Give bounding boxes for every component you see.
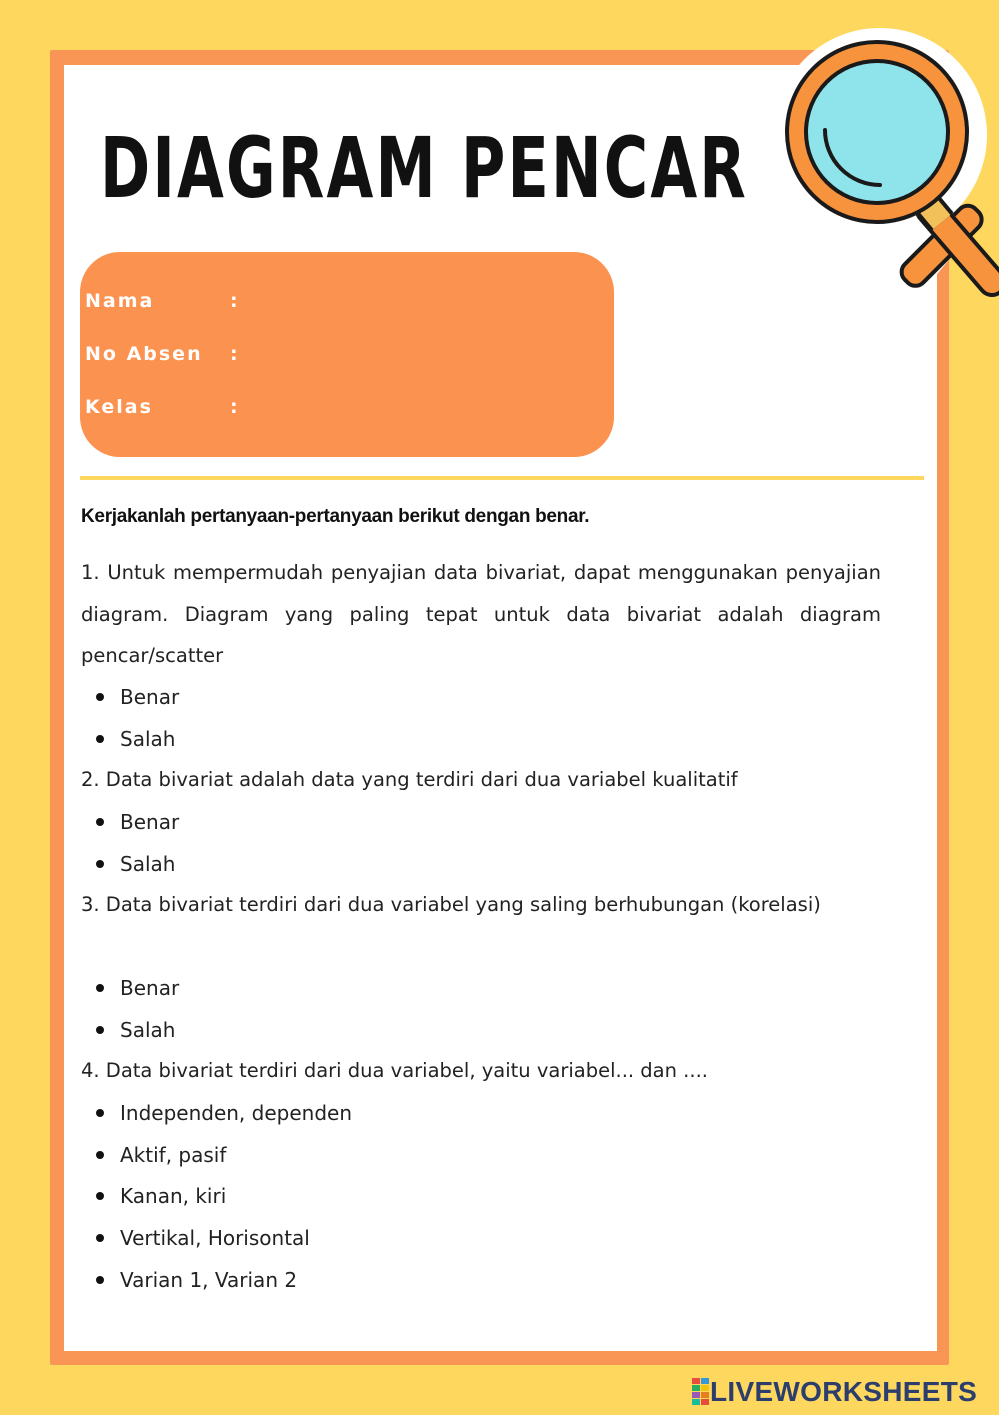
- instruction-text: Kerjakanlah pertanyaan-pertanyaan berikut dengan benar.: [81, 506, 590, 527]
- liveworksheets-brand: LIVEWORKSHEETS: [710, 1376, 978, 1407]
- q1-option-benar[interactable]: Benar: [96, 681, 179, 713]
- q4-option-1[interactable]: Independen, dependen: [96, 1097, 352, 1129]
- q4-option-3[interactable]: Kanan, kiri: [96, 1180, 226, 1212]
- q1-option-salah[interactable]: Salah: [96, 723, 175, 755]
- page-title: DIAGRAM PENCAR: [100, 119, 749, 217]
- bullet-icon: [96, 1026, 104, 1034]
- absen-row: No Absen :: [85, 339, 240, 369]
- bullet-icon: [96, 1276, 104, 1284]
- name-row: Nama :: [85, 286, 240, 316]
- q3-option-salah[interactable]: Salah: [96, 1014, 175, 1046]
- question-3: 3. Data bivariat terdiri dari dua variabel yang saling berhubungan (korelasi): [81, 893, 821, 916]
- q4-option-5[interactable]: Varian 1, Varian 2: [96, 1264, 297, 1296]
- q4-option-4[interactable]: Vertikal, Horisontal: [96, 1222, 310, 1254]
- bullet-icon: [96, 984, 104, 992]
- liveworksheets-logo-icon: [692, 1378, 710, 1406]
- q4-option-2[interactable]: Aktif, pasif: [96, 1139, 226, 1171]
- bullet-icon: [96, 1109, 104, 1117]
- q3-option-benar[interactable]: Benar: [96, 972, 179, 1004]
- section-divider: [80, 476, 924, 480]
- bullet-icon: [96, 818, 104, 826]
- question-4: 4. Data bivariat terdiri dari dua variabel, yaitu variabel... dan ....: [81, 1059, 708, 1082]
- kelas-row: Kelas :: [85, 392, 240, 422]
- question-1: 1. Untuk mempermudah penyajian data bivariat, dapat menggunakan penyajian diagram. Diagram yang paling tepat untuk data bivariat adalah diagram pencar/scatter: [81, 561, 881, 667]
- bullet-icon: [96, 693, 104, 701]
- magnifier-icon: [770, 20, 999, 310]
- question-2: 2. Data bivariat adalah data yang terdiri dari dua variabel kualitatif: [81, 768, 738, 791]
- bullet-icon: [96, 1234, 104, 1242]
- name-label: Nama: [85, 290, 155, 312]
- q2-option-salah[interactable]: Salah: [96, 848, 175, 880]
- kelas-label: Kelas: [85, 396, 153, 418]
- q2-option-benar[interactable]: Benar: [96, 806, 179, 838]
- liveworksheets-footer[interactable]: [692, 1376, 977, 1406]
- bullet-icon: [96, 1151, 104, 1159]
- student-identity-box: [80, 252, 614, 457]
- absen-label: No Absen: [85, 343, 203, 365]
- bullet-icon: [96, 735, 104, 743]
- bullet-icon: [96, 860, 104, 868]
- bullet-icon: [96, 1192, 104, 1200]
